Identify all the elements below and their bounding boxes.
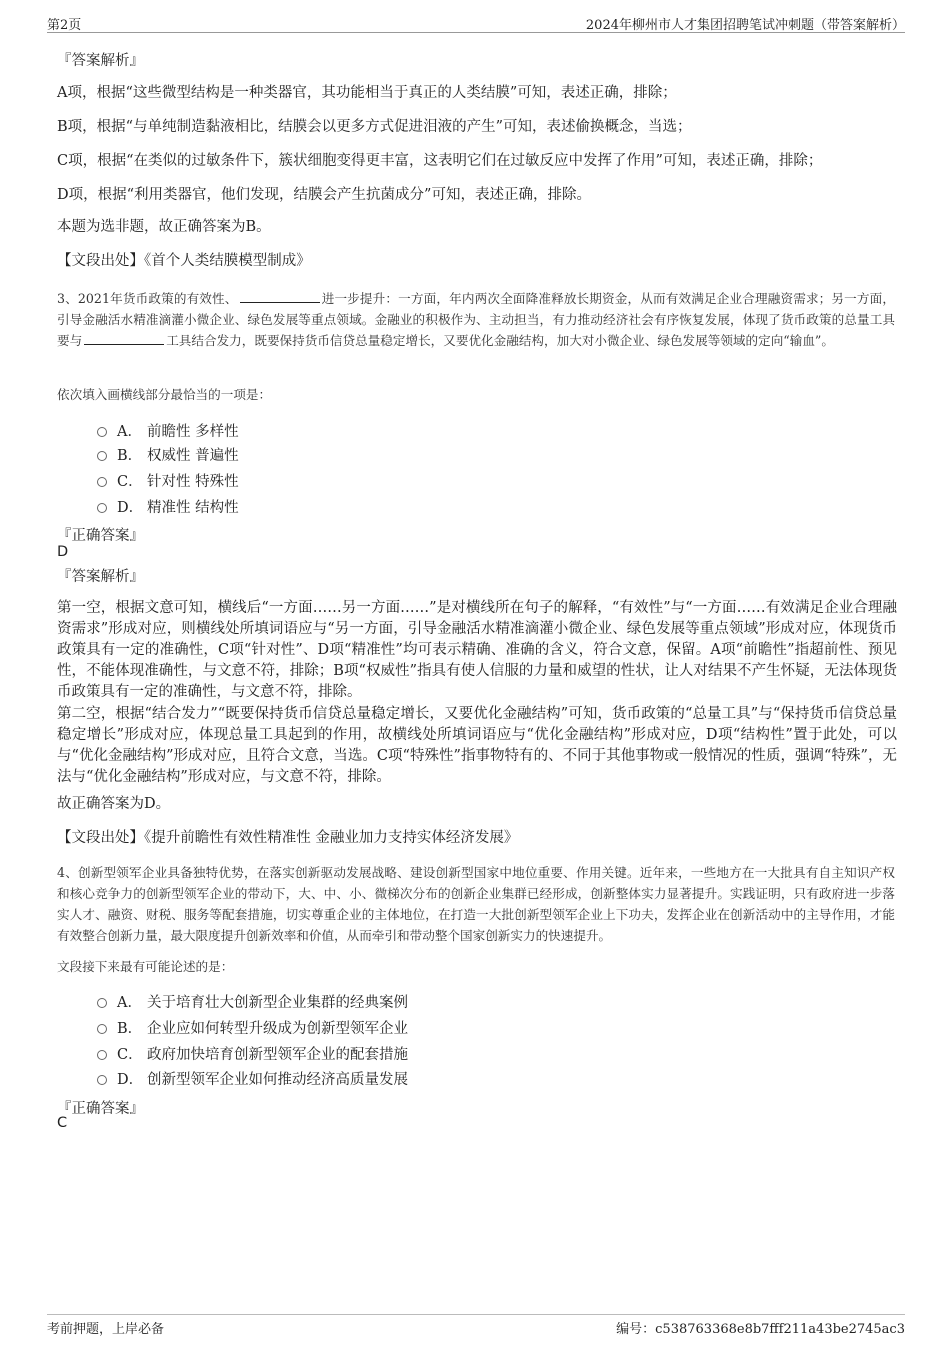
option-a[interactable]: A． 关于培育壮大创新型企业集群的经典案例 (97, 991, 408, 1012)
page-footer (47, 1314, 905, 1335)
analysis-conclusion: 本题为选非题，故正确答案为B。 (57, 219, 271, 235)
source-citation: 【文段出处】《首个人类结膜模型制成》 (57, 253, 311, 269)
correct-answer-label: 『正确答案』 (57, 1101, 144, 1117)
option-b[interactable]: B． 企业应如何转型升级成为创新型领军企业 (97, 1017, 408, 1038)
analysis-line-c: C项，根据“在类似的过敏条件下，簇状细胞变得更丰富，这表明它们在过敏反应中发挥了作用”可知，表述正确，排除； (57, 153, 823, 169)
page-header (47, 12, 905, 33)
question-3-text-part-a: 3、2021年货币政策的有效性、 (57, 291, 238, 306)
analysis-paragraph-1: 第一空，根据文意可知，横线后“一方面……另一方面……”是对横线所在句子的解释，“有效性”与“一方面……有效满足企业合理融资需求”形成对应，则横线处所填词语应与“另一方面，引导金融活水精准滴灌小微企业、绿色发展等重点领域”形成对应，体现货币政策具有一定的准确性，C项“针对性”、D项“精准性”均可表示精确、准确的含义，符合文意，保留。A项“前瞻性”指超前性、预见性，不能体现准确性，与文意不符，排除；B项“权威性”指具有使人信服的力量和威望的性状，让人对结果不产生怀疑，无法体现货币政策具有一定的准确性，与文意不符，排除。 (57, 600, 897, 700)
radio-icon[interactable] (97, 1024, 107, 1034)
fill-blank-1 (240, 291, 320, 303)
document-title: 2024年柳州市人才集团招聘笔试冲刺题（带答案解析） (585, 18, 905, 33)
question-4-text: 4、创新型领军企业具备独特优势，在落实创新驱动发展战略、建设创新型国家中地位重要、作用关键。近年来，一些地方在一大批具有自主知识产权和核心竞争力的创新型领军企业的带动下，大、中、小、微梯次分布的创新企业集群已经形成，创新整体实力显著提升。实践证明，只有政府进一步落实人才、融资、财税、服务等配套措施，切实尊重企业的主体地位，在打造一大批创新型领军企业上下功夫，发挥企业在创新活动中的主导作用，才能有效整合创新力量，最大限度提升创新效率和价值，从而牵引和带动整个国家创新实力的快速提升。 (57, 865, 895, 943)
radio-icon[interactable] (97, 451, 107, 461)
option-c[interactable]: C． 针对性 特殊性 (97, 470, 239, 491)
radio-icon[interactable] (97, 1050, 107, 1060)
correct-answer: C (57, 1115, 68, 1131)
radio-icon[interactable] (97, 427, 107, 437)
document-code: 编号：c538763368e8b7fff211a43be2745ac3 (616, 1322, 905, 1337)
option-d[interactable]: D． 精准性 结构性 (97, 496, 239, 517)
question-3-text-part-b: 进一步提升：一方面，年内两次全面降准释放长期资金，从而有效满足企业合理融资需求；另一方面，引导金融活水精准滴灌小微企业、绿色发展等重点领域。金融业的积极作为、主动担当，有力推动经济社会有序恢复发展，体现了货币政策的总量工具要与 (57, 291, 895, 348)
footer-slogan: 考前押题，上岸必备 (47, 1322, 165, 1337)
analysis-line-b: B项，根据“与单纯制造黏液相比，结膜会以更多方式促进泪液的产生”可知，表述偷换概念，当选； (57, 119, 692, 135)
analysis-label: 『答案解析』 (57, 53, 144, 69)
source-citation: 【文段出处】《提升前瞻性有效性精准性 金融业加力支持实体经济发展》 (57, 830, 519, 846)
radio-icon[interactable] (97, 1075, 107, 1085)
radio-icon[interactable] (97, 998, 107, 1008)
analysis-line-a: A项，根据“这些微型结构是一种类器官，其功能相当于真正的人类结膜”可知，表述正确，排除； (57, 85, 677, 101)
question-4-prompt: 文段接下来最有可能论述的是： (57, 959, 234, 974)
correct-answer: D (57, 544, 69, 560)
analysis-line-d: D项，根据“利用类器官，他们发现，结膜会产生抗菌成分”可知，表述正确，排除。 (57, 187, 591, 203)
analysis-paragraph-2: 第二空，根据“结合发力”“既要保持货币信贷总量稳定增长，又要优化金融结构”可知，货币政策的“总量工具”与“保持货币信贷总量稳定增长”形成对应，体现总量工具起到的作用，故横线处所填词语应与“优化金融结构”形成对应，D项“结构性”置于此处，可以与“优化金融结构”形成对应，且符合文意，当选。C项“特殊性”指事物特有的、不同于其他事物或一般情况的性质，强调“特殊”，无法与“优化金融结构”形成对应，与文意不符，排除。 (57, 706, 897, 785)
option-a[interactable]: A． 前瞻性 多样性 (97, 420, 239, 441)
analysis-label: 『答案解析』 (57, 569, 144, 585)
question-3-prompt: 依次填入画横线部分最恰当的一项是： (57, 387, 272, 402)
analysis-conclusion: 故正确答案为D。 (57, 796, 171, 812)
option-b[interactable]: B． 权威性 普遍性 (97, 444, 239, 465)
option-c[interactable]: C． 政府加快培育创新型领军企业的配套措施 (97, 1043, 408, 1064)
page-number: 第2页 (47, 18, 82, 33)
fill-blank-2 (84, 333, 164, 345)
question-3-text-part-c: 工具结合发力，既要保持货币信贷总量稳定增长，又要优化金融结构，加大对小微企业、绿色发展等领域的定向“输血”。 (166, 333, 834, 348)
radio-icon[interactable] (97, 503, 107, 513)
correct-answer-label: 『正确答案』 (57, 528, 144, 544)
radio-icon[interactable] (97, 477, 107, 487)
question-3-text (57, 288, 895, 351)
option-d[interactable]: D． 创新型领军企业如何推动经济高质量发展 (97, 1068, 408, 1089)
